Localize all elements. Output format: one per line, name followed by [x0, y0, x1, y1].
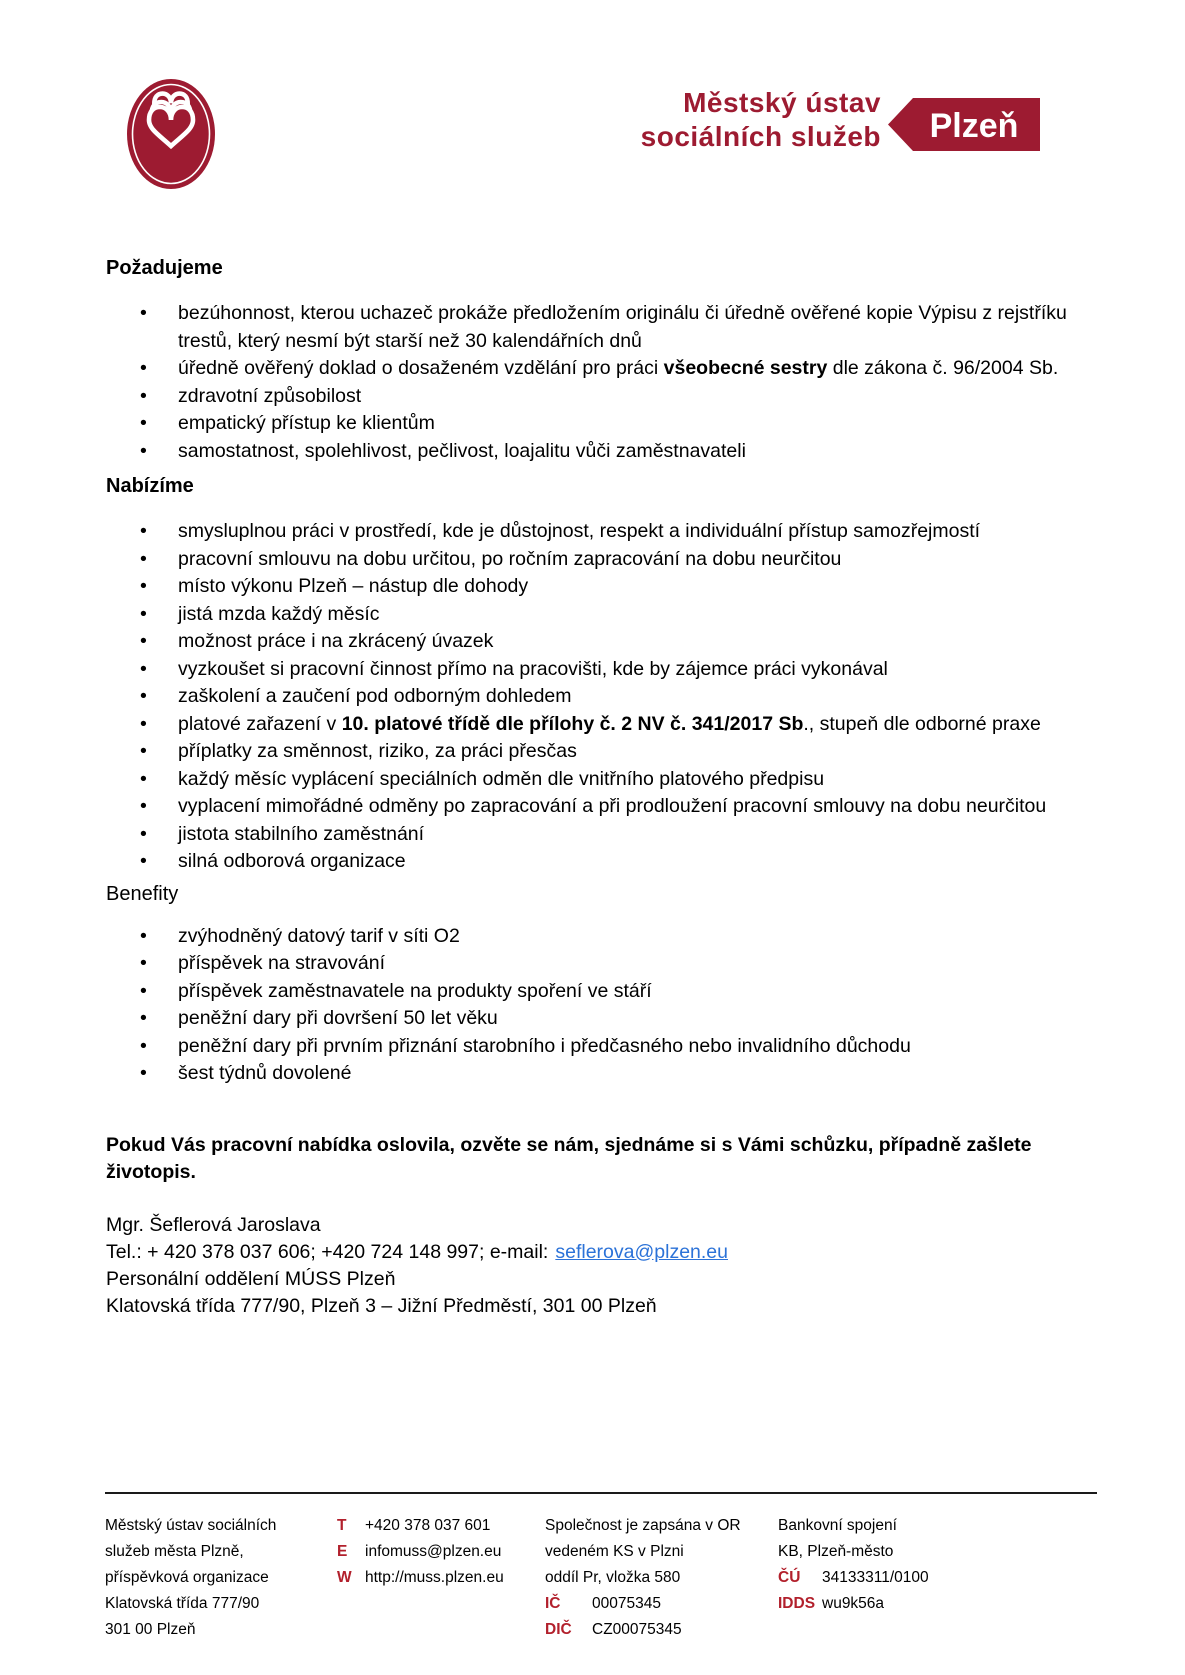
footer-value: KB, Plzeň-město	[778, 1543, 894, 1560]
section-heading: Nabízíme	[106, 475, 194, 497]
bullet-text-bold: 10. platové třídě dle přílohy č. 2 NV č. 341/2017 Sb	[341, 712, 804, 735]
bullet-icon: •	[140, 1062, 147, 1084]
bullet-text: platové zařazení v	[178, 712, 342, 735]
bullet-item	[106, 518, 1080, 546]
bullet-icon: •	[140, 712, 147, 735]
footer-label: IDDS	[778, 1595, 816, 1612]
bullet-text: bezúhonnost, kterou uchazeč prokáže předložením originálu či úředně ověřené kopie Výpisu z rejstříku trestů, který nesmí být starší než 30 kalendářních dnů	[178, 302, 1067, 352]
footer-line	[545, 1565, 778, 1591]
closing-paragraph: Pokud Vás pracovní nabídka oslovila, ozvěte se nám, sjednáme si s Vámi schůzku, případně zašlete životopis.	[106, 1133, 1032, 1183]
bullet-item	[106, 628, 1080, 656]
bullet-text: pracovní smlouvu na dobu určitou, po ročním zapracování na dobu neurčitou	[178, 547, 842, 570]
bullet-text: šest týdnů dovolené	[178, 1062, 352, 1084]
bullet-icon: •	[140, 795, 147, 817]
footer-line	[778, 1591, 1097, 1617]
bullet-item	[106, 766, 1080, 794]
footer-label: W	[337, 1569, 352, 1586]
bullet-list	[106, 518, 1080, 876]
muss-heart-logo-icon	[126, 78, 216, 190]
plzen-badge-label: Plzeň	[929, 107, 1019, 145]
bullet-text-bold: všeobecné sestry	[663, 357, 828, 379]
footer-bank-column	[778, 1513, 1097, 1643]
bullet-item	[106, 546, 1080, 574]
org-name-line1: Městský ústav	[683, 87, 881, 118]
bullet-text: příspěvek na stravování	[178, 952, 386, 974]
section-benefity	[0, 883, 1185, 1088]
bullet-item	[106, 711, 1080, 739]
bullet-icon: •	[140, 979, 147, 1002]
footer-line	[778, 1513, 1097, 1539]
bullet-text: vyplacení mimořádné odměny po zapracování a při prodloužení pracovní smlouvy na dobu neurčitou	[178, 795, 1047, 817]
bullet-item	[106, 1005, 1080, 1033]
contact-name: Mgr. Šeflerová Jaroslava	[106, 1213, 321, 1236]
footer-label: ČÚ	[778, 1569, 801, 1586]
footer-line: Klatovská třída 777/90	[105, 1595, 260, 1612]
bullet-item	[106, 950, 1080, 978]
bullet-icon: •	[140, 520, 147, 542]
bullet-text: jistota stabilního zaměstnání	[178, 822, 425, 845]
bullet-item	[106, 923, 1080, 951]
contact-address: Klatovská třída 777/90, Plzeň 3 – Jižní Předměstí, 301 00 Plzeň	[106, 1294, 657, 1317]
bullet-text: zdravotní způsobilost	[178, 384, 362, 407]
bullet-icon: •	[140, 547, 147, 570]
email-link[interactable]: seflerova@plzen.eu	[555, 1240, 728, 1263]
footer-line	[778, 1565, 1097, 1591]
bullet-text: místo výkonu Plzeň – nástup dle dohody	[178, 575, 529, 597]
bullet-text: příplatky za směnnost, riziko, za práci přesčas	[178, 740, 577, 762]
bullet-item	[106, 656, 1080, 684]
footer-value: +420 378 037 601	[365, 1517, 491, 1534]
footer	[105, 1492, 1097, 1643]
bullet-text: silná odborová organizace	[178, 850, 406, 872]
bullet-icon: •	[140, 575, 147, 597]
bullet-item	[106, 438, 1080, 466]
bullet-icon: •	[140, 657, 147, 680]
plzen-badge	[888, 95, 1040, 154]
bullet-list	[106, 300, 1080, 465]
footer-label: T	[337, 1517, 347, 1534]
section-pozadujeme	[0, 257, 1185, 465]
bullet-item	[106, 848, 1080, 876]
bullet-text: možnost práce i na zkrácený úvazek	[178, 630, 494, 652]
bullet-item	[106, 300, 1080, 355]
bullet-item	[106, 978, 1080, 1006]
contact-tel-line	[106, 1239, 1080, 1266]
footer-value: Společnost je zapsána v OR	[545, 1517, 741, 1534]
bullet-text: peněžní dary při dovršení 50 let věku	[178, 1007, 498, 1029]
footer-line	[778, 1539, 1097, 1565]
footer-contact-column	[337, 1513, 545, 1643]
bullet-icon: •	[140, 302, 147, 324]
bullet-icon: •	[140, 767, 147, 790]
bullet-text: ., stupeň dle odborné praxe	[803, 712, 1041, 735]
footer-label: E	[337, 1543, 348, 1560]
bullet-text: každý měsíc vyplácení speciálních odměn dle vnitřního platového předpisu	[178, 767, 825, 790]
bullet-icon: •	[140, 850, 147, 872]
document-header	[0, 0, 1185, 190]
footer-value: oddíl Pr, vložka 580	[545, 1569, 681, 1586]
contact-department: Personální oddělení MÚSS Plzeň	[106, 1267, 396, 1290]
bullet-item	[106, 410, 1080, 438]
bullet-icon: •	[140, 740, 147, 762]
bullet-item	[106, 821, 1080, 849]
footer-value: Bankovní spojení	[778, 1517, 897, 1534]
bullet-icon: •	[140, 602, 147, 625]
bullet-text: smysluplnou práci v prostředí, kde je důstojnost, respekt a individuální přístup samozřejmostí	[178, 520, 981, 542]
bullet-icon: •	[140, 1007, 147, 1029]
footer-line: Městský ústav sociálních	[105, 1517, 277, 1534]
bullet-icon: •	[140, 952, 147, 974]
bullet-item	[106, 355, 1080, 383]
bullet-item	[106, 601, 1080, 629]
footer-value: vedeném KS v Plzni	[545, 1543, 684, 1560]
footer-label: IČ	[545, 1595, 561, 1612]
bullet-icon: •	[140, 439, 147, 462]
bullet-text: zvýhodněný datový tarif v síti O2	[178, 924, 460, 947]
bullet-list	[106, 923, 1080, 1088]
bullet-text: dle zákona č. 96/2004 Sb.	[827, 357, 1059, 379]
org-name	[641, 86, 881, 154]
footer-line	[337, 1513, 545, 1539]
bullet-icon: •	[140, 1034, 147, 1057]
bullet-item	[106, 793, 1080, 821]
bullet-text: jistá mzda každý měsíc	[178, 602, 380, 625]
bullet-icon: •	[140, 924, 147, 947]
footer-line	[545, 1617, 778, 1643]
footer-value: 34133311/0100	[822, 1569, 929, 1586]
section-heading: Benefity	[106, 882, 179, 905]
bullet-item	[106, 573, 1080, 601]
org-name-line2: sociálních služeb	[640, 121, 881, 152]
bullet-icon: •	[140, 357, 147, 379]
footer-line: 301 00 Plzeň	[105, 1621, 196, 1638]
section-nabizime	[0, 475, 1185, 876]
bullet-icon: •	[140, 412, 147, 434]
footer-value: http://muss.plzen.eu	[365, 1569, 504, 1586]
footer-registry-column	[545, 1513, 778, 1643]
bullet-text: vyzkoušet si pracovní činnost přímo na pracovišti, kde by zájemce práci vykonával	[178, 657, 888, 680]
footer-value: 00075345	[592, 1595, 661, 1612]
bullet-icon: •	[140, 384, 147, 407]
footer-line	[545, 1513, 778, 1539]
bullet-text: samostatnost, spolehlivost, pečlivost, loajalitu vůči zaměstnavateli	[178, 439, 746, 462]
bullet-text: příspěvek zaměstnavatele na produkty spoření ve stáří	[178, 979, 652, 1002]
bullet-icon: •	[140, 685, 147, 707]
footer-org-column	[105, 1513, 337, 1643]
footer-line	[545, 1539, 778, 1565]
contact-block	[106, 1212, 1080, 1320]
bullet-text: úředně ověřený doklad o dosaženém vzdělání pro práci	[178, 357, 664, 379]
bullet-item	[106, 1060, 1080, 1088]
footer-line: služeb města Plzně,	[105, 1543, 244, 1560]
section-heading: Požadujeme	[106, 257, 223, 279]
bullet-icon: •	[140, 822, 147, 845]
footer-value: CZ00075345	[592, 1621, 682, 1638]
bullet-text: peněžní dary při prvním přiznání starobního i předčasného nebo invalidního důchodu	[178, 1034, 911, 1057]
bullet-item	[106, 383, 1080, 411]
footer-label: DIČ	[545, 1621, 572, 1638]
footer-value: wu9k56a	[822, 1595, 885, 1612]
bullet-text: zaškolení a zaučení pod odborným dohledem	[178, 685, 572, 707]
bullet-text: empatický přístup ke klientům	[178, 412, 435, 434]
footer-line	[337, 1539, 545, 1565]
footer-line: příspěvková organizace	[105, 1569, 269, 1586]
contact-tel-text: Tel.: + 420 378 037 606; +420 724 148 997; e-mail:	[106, 1240, 549, 1263]
footer-value: infomuss@plzen.eu	[365, 1543, 502, 1560]
bullet-item	[106, 738, 1080, 766]
bullet-icon: •	[140, 630, 147, 652]
bullet-item	[106, 1033, 1080, 1061]
footer-line	[545, 1591, 778, 1617]
footer-line	[337, 1565, 545, 1591]
bullet-item	[106, 683, 1080, 711]
